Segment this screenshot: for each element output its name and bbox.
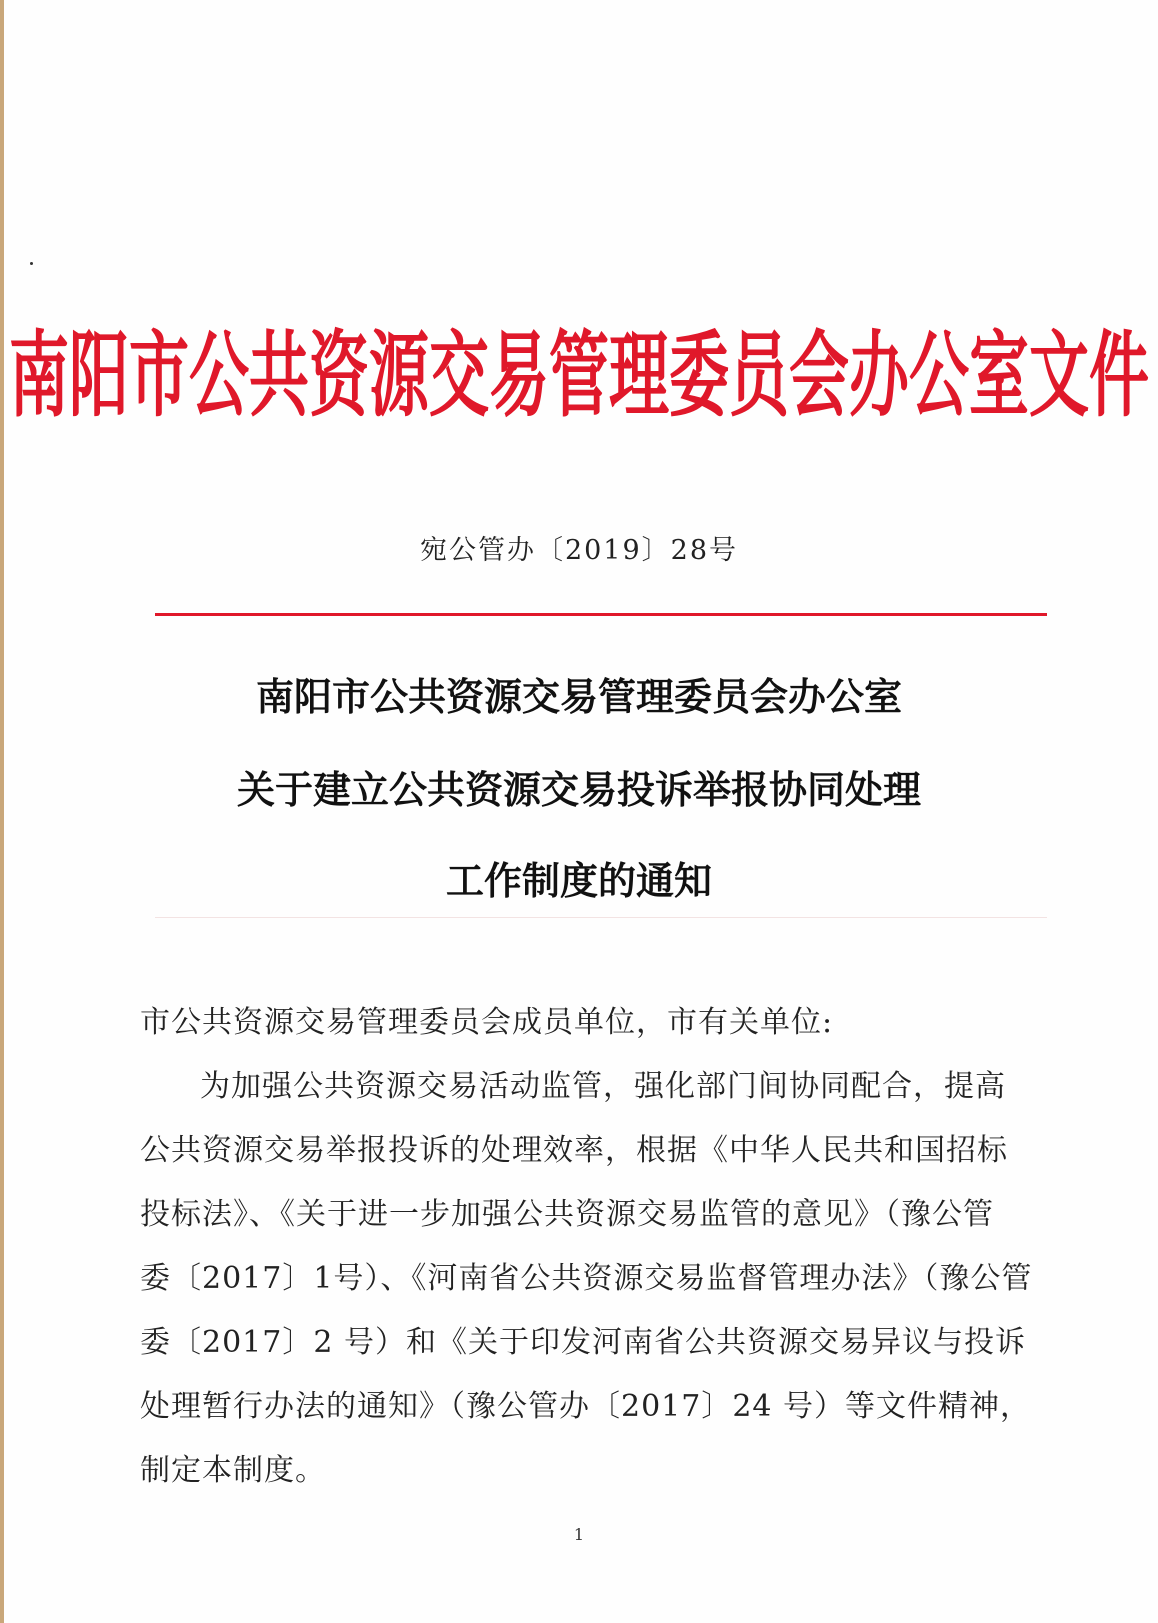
document-number: 宛公管办〔2019〕28号	[419, 535, 739, 566]
paragraph-line: 委〔2017〕2 号）和《关于印发河南省公共资源交易异议与投诉	[140, 1325, 1026, 1360]
scan-speck	[30, 262, 33, 265]
salutation: 市公共资源交易管理委员会成员单位，市有关单位:	[140, 1005, 834, 1040]
page-number: 1	[573, 1525, 585, 1544]
subject-title-line-3: 工作制度的通知	[445, 858, 712, 903]
paragraph-line: 为加强公共资源交易活动监管，强化部门间协同配合，提高	[200, 1069, 1006, 1104]
faint-bleed-through-line	[155, 917, 1047, 918]
paragraph-line: 制定本制度。	[140, 1453, 326, 1488]
paragraph-line: 委〔2017〕1号）、《河南省公共资源交易监督管理办法》（豫公管	[140, 1261, 1033, 1296]
page-edge-shadow	[0, 0, 4, 1623]
subject-title-line-2: 关于建立公共资源交易投诉举报协同处理	[236, 767, 921, 812]
paragraph-line: 投标法》、《关于进一步加强公共资源交易监管的意见》（豫公管	[140, 1197, 994, 1232]
paragraph-line: 处理暂行办法的通知》（豫公管办〔2017〕24 号）等文件精神，	[140, 1389, 1032, 1424]
subject-title-line-1: 南阳市公共资源交易管理委员会办公室	[255, 674, 902, 719]
paragraph-line: 公共资源交易举报投诉的处理效率，根据《中华人民共和国招标	[140, 1133, 1008, 1168]
issuer-header-title: 南阳市公共资源交易管理委员会办公室文件	[9, 322, 1149, 431]
red-separator-line	[155, 613, 1047, 616]
